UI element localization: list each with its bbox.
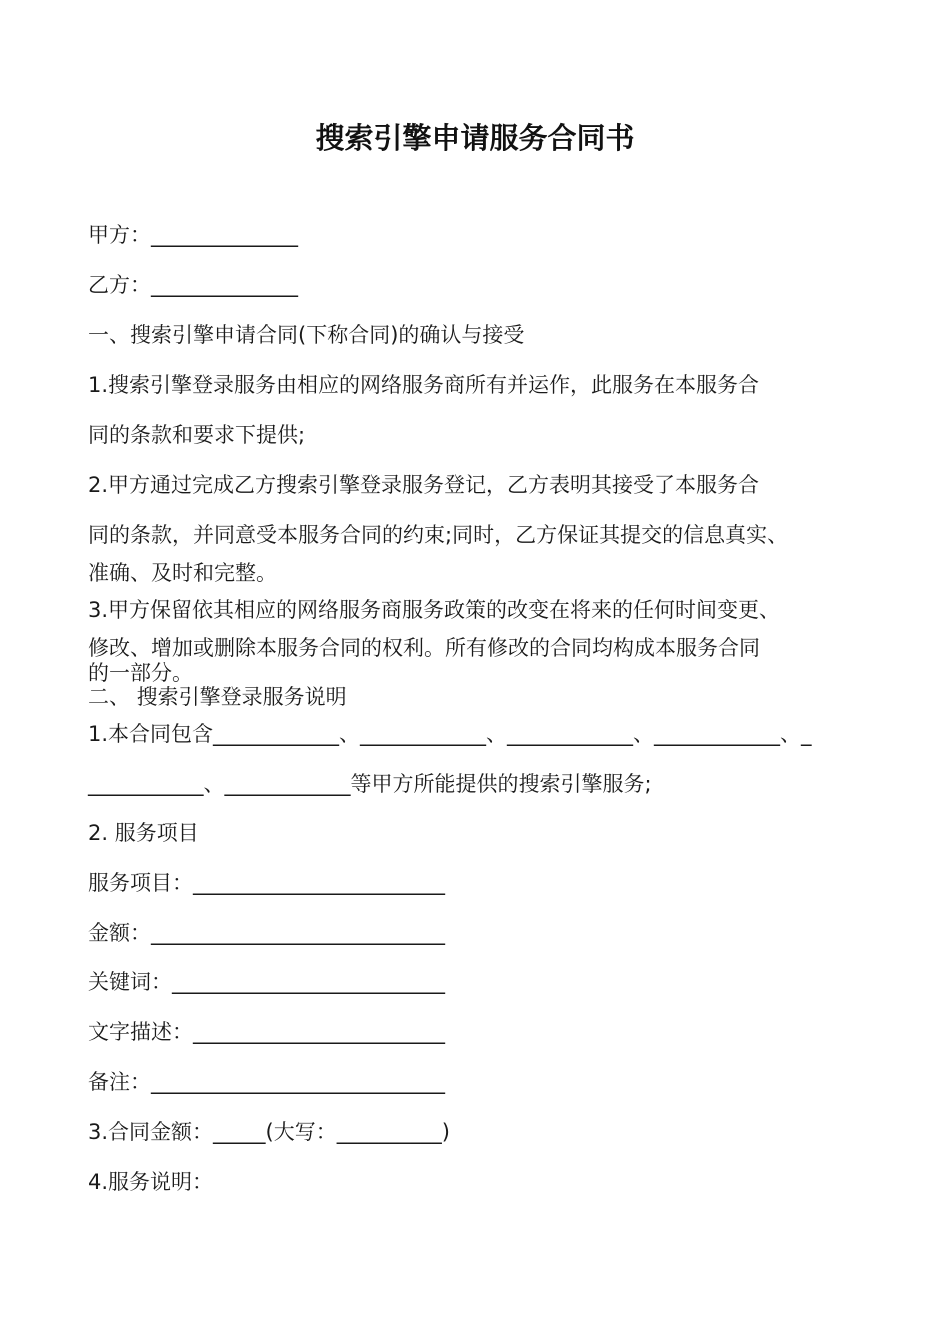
clause-2-3-contract-amount: 3.合同金额：_____(大写：__________) [88,1120,450,1144]
section-2-heading: 二、 搜索引擎登录服务说明 [88,685,347,709]
clause-1-2-line-2: 同的条款，并同意受本服务合同的约束;同时，乙方保证其提交的信息真实、 [88,523,789,547]
section-1-heading: 一、搜索引擎申请合同(下称合同)的确认与接受 [88,323,525,347]
field-keyword: 关键词：__________________________ [88,970,445,994]
party-a-line: 甲方：______________ [88,223,298,247]
field-text-description: 文字描述：________________________ [88,1020,445,1044]
clause-2-1-line-2: ___________、____________等甲方所能提供的搜索引擎服务; [88,772,652,796]
document-title: 搜索引擎申请服务合同书 [315,121,635,155]
clause-1-3-line-1: 3.甲方保留依其相应的网络服务商服务政策的改变在将来的任何时间变更、 [88,598,781,622]
clause-1-2-line-1: 2.甲方通过完成乙方搜索引擎登录服务登记，乙方表明其接受了本服务合 [88,473,760,497]
clause-2-1-line-1: 1.本合同包含____________、____________、____________、____________、_ [88,722,812,746]
clause-1-3-line-2: 修改、增加或删除本服务合同的权利。所有修改的合同均构成本服务合同 [88,636,760,660]
field-service-item: 服务项目：________________________ [88,871,445,895]
clause-2-2: 2. 服务项目 [88,821,199,845]
clause-1-2-line-3: 准确、及时和完整。 [88,561,277,585]
field-note: 备注：____________________________ [88,1070,445,1094]
clause-1-1-line-1: 1.搜索引擎登录服务由相应的网络服务商所有并运作，此服务在本服务合 [88,373,760,397]
field-amount: 金额：____________________________ [88,921,445,945]
clause-1-1-line-2: 同的条款和要求下提供; [88,423,306,447]
clause-1-3-line-3: 的一部分。 [88,661,193,685]
party-b-line: 乙方：______________ [88,273,298,297]
clause-2-4-service-description: 4.服务说明： [88,1170,214,1194]
